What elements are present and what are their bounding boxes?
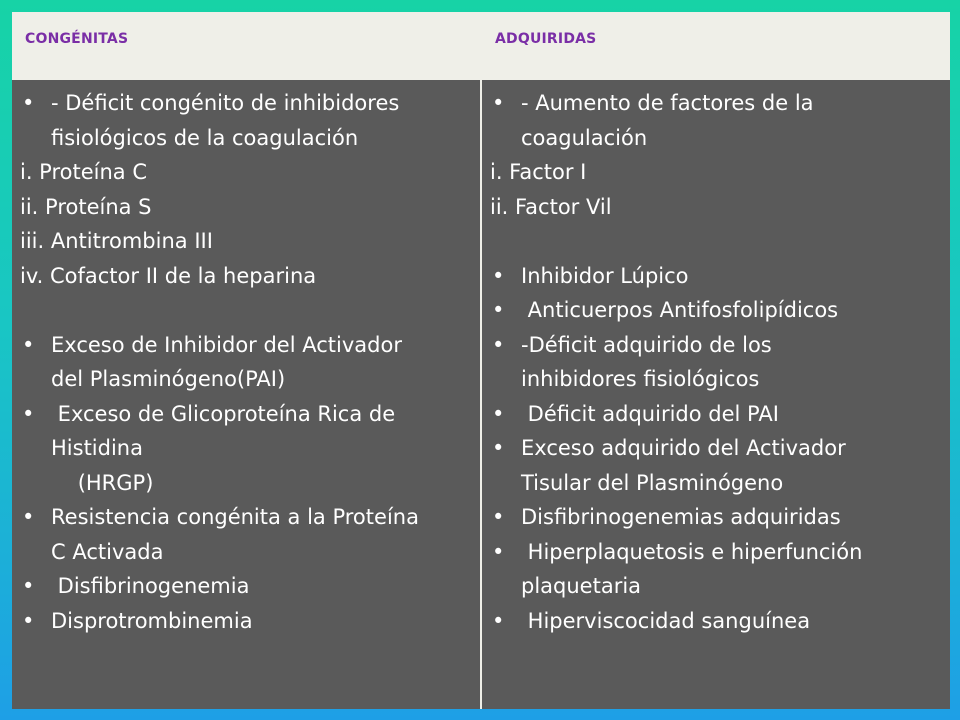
- list-item: [482, 86, 950, 121]
- header-divider: [12, 78, 950, 80]
- bullet-icon: •: [22, 505, 35, 529]
- list-item-text: Exceso de Inhibidor del Activador: [51, 332, 402, 357]
- spacer: [482, 224, 950, 259]
- list-item-text: - Déficit congénito de inhibidores: [51, 91, 400, 115]
- bullet-icon: •: [492, 505, 505, 529]
- list-item-text: Hiperplaquetosis e hiperfunción: [521, 539, 863, 564]
- bullet-icon: •: [492, 263, 505, 288]
- list-item: [482, 500, 950, 535]
- list-item-text: -Déficit adquirido de los: [521, 332, 772, 357]
- bullet-icon: •: [492, 332, 505, 357]
- list-item: [12, 569, 480, 604]
- bullet-icon: •: [22, 401, 35, 426]
- list-item: [482, 431, 950, 466]
- list-item: [482, 535, 950, 570]
- list-subitem: i. Proteína C: [20, 160, 148, 184]
- list-item-text: Disfibrinogenemias adquiridas: [521, 505, 841, 529]
- list-item-text: - Aumento de factores de la: [521, 91, 814, 115]
- bullet-icon: •: [22, 608, 35, 633]
- list-item-text: (HRGP): [51, 470, 154, 495]
- bullet-icon: •: [22, 91, 35, 115]
- bullet-icon: •: [22, 574, 35, 598]
- header-cell-left: [12, 12, 480, 80]
- header-congenitas: CONGÉNITAS: [25, 31, 129, 47]
- list-item-text: Exceso de Glicoproteína Rica de: [51, 401, 396, 426]
- bullet-icon: •: [492, 401, 505, 426]
- bullet-icon: •: [492, 539, 505, 564]
- list-subitem: iii. Antitrombina III: [20, 229, 213, 253]
- list-item-text: Inhibidor Lúpico: [521, 263, 689, 288]
- list-item-text: Tisular del Plasminógeno: [521, 470, 784, 495]
- bullet-icon: •: [492, 298, 505, 322]
- list-item: [482, 604, 950, 639]
- list-item: [482, 259, 950, 294]
- bullet-icon: •: [492, 608, 505, 633]
- spacer: [12, 293, 480, 328]
- list-item-continuation: [12, 121, 480, 156]
- adquiridas-list: [482, 80, 950, 709]
- list-item-text: del Plasminógeno(PAI): [51, 367, 286, 391]
- list-item-continuation: [12, 466, 480, 501]
- list-item: [482, 293, 950, 328]
- list-item: [482, 328, 950, 363]
- list-item-continuation: [482, 569, 950, 604]
- list-subitem: iv. Cofactor II de la heparina: [20, 263, 317, 288]
- list-item: [12, 86, 480, 121]
- bullet-icon: •: [492, 91, 505, 115]
- list-item-text: coagulación: [521, 125, 648, 150]
- list-item: [12, 397, 480, 432]
- list-item-text: Hiperviscocidad sanguínea: [521, 608, 811, 633]
- bullet-icon: •: [22, 332, 35, 357]
- list-item-text: Disfibrinogenemia: [51, 574, 250, 598]
- bullet-icon: •: [492, 436, 505, 460]
- list-subitem: ii. Factor Vil: [490, 194, 612, 219]
- list-item-continuation: [482, 362, 950, 397]
- list-item-text: inhibidores fisiológicos: [521, 367, 760, 391]
- list-item-text: Resistencia congénita a la Proteína: [51, 505, 419, 529]
- header-adquiridas: ADQUIRIDAS: [495, 31, 597, 47]
- list-item: [12, 604, 480, 639]
- list-item-text: Anticuerpos Antifosfolipídicos: [521, 298, 839, 322]
- list-item-continuation: [12, 535, 480, 570]
- list-item-continuation: [482, 466, 950, 501]
- list-subitem: i. Factor I: [490, 160, 587, 184]
- list-item: [12, 500, 480, 535]
- list-item-text: Histidina: [51, 436, 143, 460]
- comparison-table: [12, 12, 950, 709]
- list-item-text: C Activada: [51, 539, 164, 564]
- list-item: [482, 397, 950, 432]
- list-item-continuation: [482, 121, 950, 156]
- list-item-text: plaquetaria: [521, 574, 642, 598]
- list-item-text: Déficit adquirido del PAI: [521, 401, 779, 426]
- list-item-text: fisiológicos de la coagulación: [51, 125, 359, 150]
- list-subitem: ii. Proteína S: [20, 194, 152, 219]
- column-divider: [480, 12, 482, 709]
- list-item-continuation: [12, 431, 480, 466]
- list-item-continuation: [12, 362, 480, 397]
- list-item: [12, 328, 480, 363]
- list-item-text: Exceso adquirido del Activador: [521, 436, 846, 460]
- list-item-text: Disprotrombinemia: [51, 608, 253, 633]
- congenitas-list: [12, 80, 480, 709]
- header-cell-right: [482, 12, 950, 80]
